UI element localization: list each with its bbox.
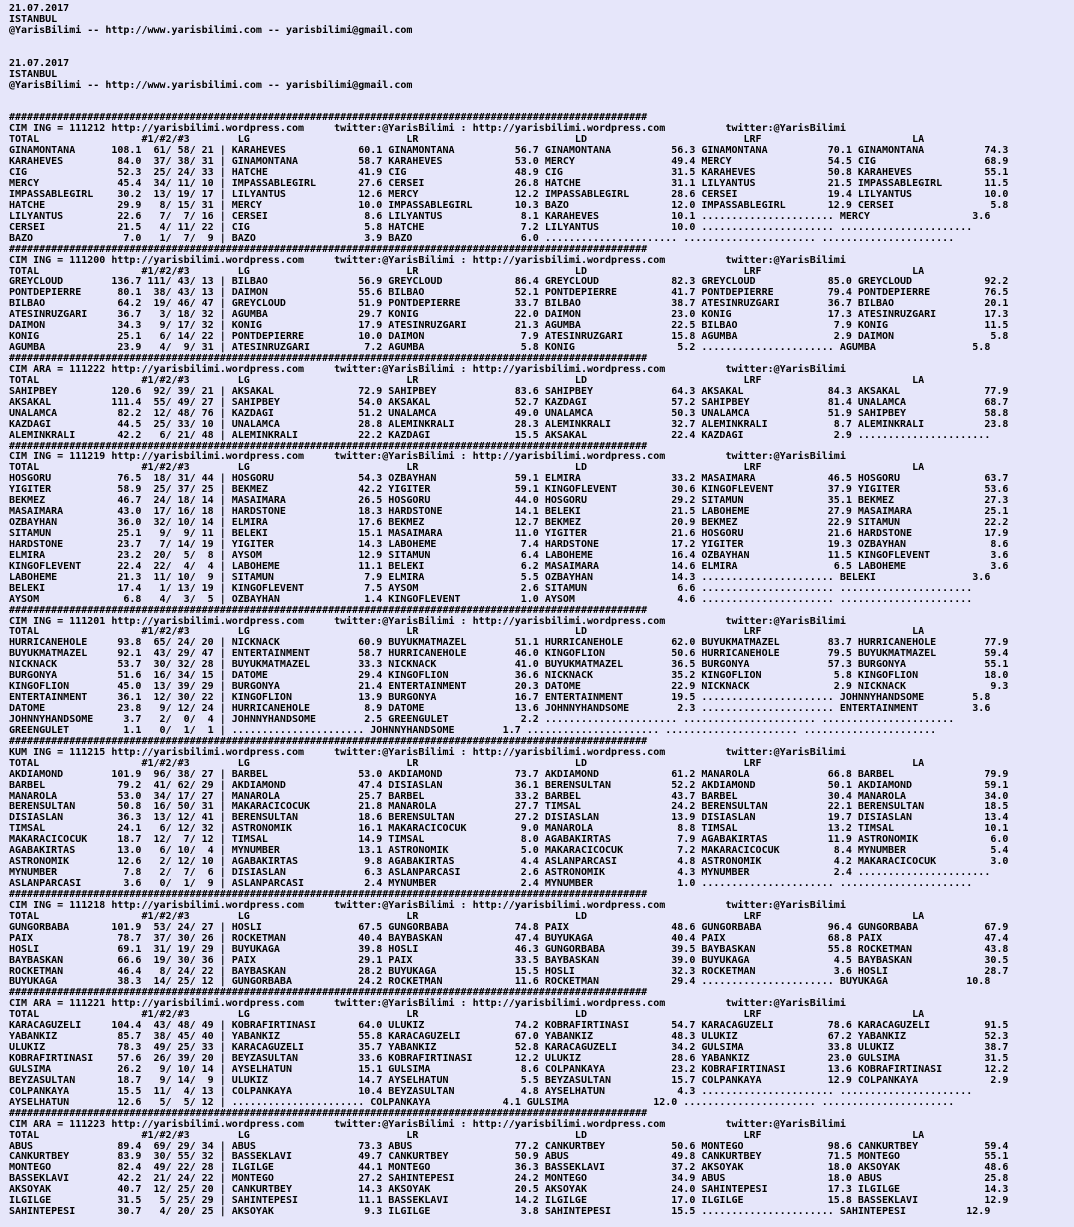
report-line: SITAMUN 25.1 9/ 9/ 11 | BELEKI 15.1 MASAIMARA 11.0 YIGITER 21.6 HOSGORU 21.6 HARDSTONE 17.9 (9, 528, 1009, 539)
report-line: CIM ARA = 111222 http://yarisbilimi.wordpress.com twitter:@YarisBilimi : http://yarisbilimi.wordpress.com twitter:@YarisBilimi (9, 363, 846, 375)
report-line: 21.07.2017 (9, 57, 70, 69)
report-line: CIM ING = 111201 http://yarisbilimi.wordpress.com twitter:@YarisBilimi : http://yarisbilimi.wordpress.com twitter:@YarisBilimi (9, 615, 846, 627)
report-line: BARBEL 79.2 41/ 62/ 29 | AKDIAMOND 47.4 DISIASLAN 36.1 BERENSULTAN 52.2 AKDIAMOND 50.1 AKDIAMOND 59.1 (9, 779, 1009, 791)
report-line: DATOME 23.8 9/ 12/ 24 | HURRICANEHOLE 8.9 DATOME 13.6 JOHNNYHANDSOME 2.3 ...................... ENTERTAINMENT 3.6 (9, 703, 991, 714)
report-line: TOTAL #1/#2/#3 LG LR LD LRF LA (9, 462, 925, 474)
report-line: BUYUKAGA 38.3 14/ 25/ 12 | GUNGORBABA 24.2 ROCKETMAN 11.6 ROCKETMAN 29.4 ...................... BUYUKAGA 10.8 (9, 976, 991, 988)
report-line: PAIX 78.7 37/ 30/ 26 | ROCKETMAN 40.4 BAYBASKAN 47.4 BUYUKAGA 40.4 PAIX 68.8 PAIX 47.4 (9, 932, 1009, 944)
report-line: HOSLI 69.1 31/ 19/ 29 | BUYUKAGA 39.8 HOSLI 46.3 GUNGORBABA 39.5 BAYBASKAN 55.8 ROCKETMAN 43.8 (9, 943, 1009, 955)
report-line: ########################################################################################################## (9, 735, 648, 747)
report-line: GUNGORBABA 101.9 53/ 24/ 27 | HOSLI 67.5 GUNGORBABA 74.8 PAIX 48.6 GUNGORBABA 96.4 GUNGORBABA 67.9 (9, 921, 1009, 933)
report-line: AGUMBA 23.9 4/ 9/ 31 | ATESINRUZGARI 7.2 AGUMBA 5.8 KONIG 5.2 ...................... AGUMBA 5.8 (9, 342, 991, 354)
report-line: TOTAL #1/#2/#3 LG LR LD LRF LA (9, 265, 925, 277)
report-line: BAYBASKAN 66.6 19/ 30/ 36 | PAIX 29.1 PAIX 33.5 BAYBASKAN 39.0 BUYUKAGA 4.5 BAYBASKAN 30.5 (9, 954, 1009, 966)
report-line: MYNUMBER 7.8 2/ 7/ 6 | DISIASLAN 6.3 ASLANPARCASI 2.6 ASTRONOMIK 4.3 MYNUMBER 2.4 ...................... (9, 867, 991, 879)
report-line: ULUKIZ 78.3 49/ 25/ 33 | KARACAGUZELI 35.7 YABANKIZ 52.8 KARACAGUZELI 34.2 GULSIMA 33.8 ULUKIZ 38.7 (9, 1042, 1009, 1054)
report-line: JOHNNYHANDSOME 3.7 2/ 0/ 4 | JOHNNYHANDSOME 2.5 GREENGULET 2.2 ...................... ...................... ...................... (9, 713, 955, 725)
report-line: MONTEGO 82.4 49/ 22/ 28 | ILGILGE 44.1 MONTEGO 36.3 BASSEKLAVI 37.2 AKSOYAK 18.0 AKSOYAK 48.6 (9, 1162, 1009, 1174)
report-line: CIM ARA = 111223 http://yarisbilimi.wordpress.com twitter:@YarisBilimi : http://yarisbilimi.wordpress.com twitter:@YarisBilimi (9, 1118, 846, 1130)
report-line: DISIASLAN 36.3 13/ 12/ 41 | BERENSULTAN 18.6 BERENSULTAN 27.2 DISIASLAN 13.9 DISIASLAN 19.7 DISIASLAN 13.4 (9, 812, 1009, 824)
report-line: ISTANBUL (9, 13, 58, 25)
report-line: GINAMONTANA 108.1 61/ 58/ 21 | KARAHEVES 60.1 GINAMONTANA 56.7 GINAMONTANA 56.3 GINAMONTANA 70.1 GINAMONTANA 74.3 (9, 145, 1009, 157)
report-line: ALEMINKRALI 42.2 6/ 21/ 48 | ALEMINKRALI 22.2 KAZDAGI 15.5 AKSAKAL 22.4 KAZDAGI 2.9 ...................... (9, 429, 991, 441)
report-line: TOTAL #1/#2/#3 LG LR LD LRF LA (9, 1129, 925, 1141)
report-line: KOBRAFIRTINASI 57.6 26/ 39/ 20 | BEYZASULTAN 33.6 KOBRAFIRTINASI 12.2 ULUKIZ 28.6 YABANKIZ 23.0 GULSIMA 31.5 (9, 1053, 1009, 1064)
report-line: KONIG 25.1 6/ 14/ 22 | PONTDEPIERRE 10.0 DAIMON 7.9 ATESINRUZGARI 15.8 AGUMBA 2.9 DAIMON 5.8 (9, 331, 1009, 343)
report-line: PONTDEPIERRE 80.1 38/ 43/ 13 | DAIMON 55.6 BILBAO 52.1 PONTDEPIERRE 41.7 PONTDEPIERRE 79.4 PONTDEPIERRE 76.5 (9, 287, 1009, 299)
report-line: KAZDAGI 44.5 25/ 33/ 10 | UNALAMCA 28.8 ALEMINKRALI 28.3 ALEMINKRALI 32.7 ALEMINKRALI 8.7 ALEMINKRALI 23.8 (9, 418, 1009, 430)
report-line: BAZO 7.0 1/ 7/ 9 | BAZO 3.9 BAZO 6.0 ...................... ...................... ...................... (9, 232, 955, 244)
report-line: CERSEI 21.5 4/ 11/ 22 | CIG 5.8 HATCHE 7.2 LILYANTUS 10.0 ...................... ...................... (9, 221, 973, 233)
report-line: KINGOFLEVENT 22.4 22/ 4/ 4 | LABOHEME 11.1 BELEKI 6.2 MASAIMARA 14.6 ELMIRA 6.5 LABOHEME 3.6 (9, 560, 1009, 572)
report-line: COLPANKAYA 15.5 11/ 4/ 13 | COLPANKAYA 10.4 BEYZASULTAN 4.8 AYSELHATUN 4.3 ...................... ...................... (9, 1085, 973, 1097)
report-line: CIM ING = 111218 http://yarisbilimi.wordpress.com twitter:@YarisBilimi : http://yarisbilimi.wordpress.com twitter:@YarisBilimi (9, 899, 846, 911)
report-line: HOSGORU 76.5 18/ 31/ 44 | HOSGORU 54.3 OZBAYHAN 59.1 ELMIRA 33.2 MASAIMARA 46.5 HOSGORU 63.7 (9, 473, 1009, 485)
report-line: SAHIPBEY 120.6 92/ 39/ 21 | AKSAKAL 72.9 SAHIPBEY 83.6 SAHIPBEY 64.3 AKSAKAL 84.3 AKSAKAL 77.9 (9, 385, 1009, 397)
report-line (9, 37, 1008, 48)
report-line: ########################################################################################################## (9, 353, 648, 364)
report-line: MERCY 45.4 34/ 11/ 10 | IMPASSABLEGIRL 27.6 CERSEI 26.8 HATCHE 31.1 LILYANTUS 21.5 IMPASSABLEGIRL 11.5 (9, 178, 1009, 189)
report-line: ########################################################################################################## (9, 243, 648, 255)
report-line: IMPASSABLEGIRL 30.2 13/ 19/ 17 | LILYANTUS 12.6 MERCY 12.2 IMPASSABLEGIRL 28.6 CERSEI 19.4 LILYANTUS 10.0 (9, 188, 1009, 200)
report-line: NICKNACK 53.7 30/ 32/ 28 | BUYUKMATMAZEL 33.3 NICKNACK 41.0 BUYUKMATMAZEL 36.5 BURGONYA 57.3 BURGONYA 55.1 (9, 659, 1009, 671)
report-line: YIGITER 58.9 25/ 37/ 25 | BEKMEZ 42.2 YIGITER 59.1 KINGOFLEVENT 30.6 KINGOFLEVENT 37.9 YIGITER 53.6 (9, 484, 1009, 496)
report-line: LABOHEME 21.3 11/ 10/ 9 | SITAMUN 7.9 ELMIRA 5.5 OZBAYHAN 14.3 ...................... BELEKI 3.6 (9, 571, 991, 583)
report-line: HARDSTONE 23.7 7/ 14/ 19 | YIGITER 14.3 LABOHEME 7.4 HARDSTONE 17.2 YIGITER 19.3 OZBAYHAN 8.6 (9, 538, 1009, 550)
report-line (9, 92, 1008, 103)
report-line: CANKURTBEY 83.9 30/ 55/ 32 | BASSEKLAVI 49.7 CANKURTBEY 50.9 ABUS 49.8 CANKURTBEY 71.5 MONTEGO 55.1 (9, 1151, 1009, 1163)
report-line: KARAHEVES 84.0 37/ 38/ 31 | GINAMONTANA 58.7 KARAHEVES 53.0 MERCY 49.4 MERCY 54.5 CIG 68.9 (9, 156, 1009, 168)
report-line: TOTAL #1/#2/#3 LG LR LD LRF LA (9, 757, 925, 769)
report-line: ATESINRUZGARI 36.7 3/ 18/ 32 | AGUMBA 29.7 KONIG 22.0 DAIMON 23.0 KONIG 17.3 ATESINRUZGARI 17.3 (9, 309, 1009, 321)
report-line: UNALAMCA 82.2 12/ 48/ 76 | KAZDAGI 51.2 UNALAMCA 49.0 UNALAMCA 50.3 UNALAMCA 51.9 SAHIPBEY 58.8 (9, 407, 1009, 419)
report-line: YABANKIZ 85.7 38/ 45/ 40 | YABANKIZ 55.8 KARACAGUZELI 67.0 YABANKIZ 48.3 ULUKIZ 67.2 YABANKIZ 52.3 (9, 1031, 1009, 1043)
report-line: AGABAKIRTAS 13.0 6/ 10/ 4 | MYNUMBER 13.1 ASTRONOMIK 5.0 MAKARACICOCUK 7.2 MAKARACICOCUK 8.4 MYNUMBER 5.4 (9, 845, 1009, 857)
report-line: GREENGULET 1.1 0/ 1/ 1 | ...................... JOHNNYHANDSOME 1.7 ...................... ...................... ...................... (9, 724, 937, 736)
report-line: GULSIMA 26.2 9/ 10/ 14 | AYSELHATUN 15.1 GULSIMA 8.6 COLPANKAYA 23.2 KOBRAFIRTINASI 13.6 KOBRAFIRTINASI 12.2 (9, 1063, 1009, 1075)
report-line: ASTRONOMIK 12.6 2/ 12/ 10 | AGABAKIRTAS 9.8 AGABAKIRTAS 4.4 ASLANPARCASI 4.8 ASTRONOMIK 4.2 MAKARACICOCUK 3.0 (9, 856, 1009, 868)
report-line: TOTAL #1/#2/#3 LG LR LD LRF LA (9, 910, 925, 922)
report-line: BURGONYA 51.6 16/ 34/ 15 | DATOME 29.4 KINGOFLION 36.6 NICKNACK 35.2 KINGOFLION 5.8 KINGOFLION 18.0 (9, 670, 1009, 682)
report-line: HURRICANEHOLE 93.8 65/ 24/ 20 | NICKNACK 60.9 BUYUKMATMAZEL 51.1 HURRICANEHOLE 62.0 BUYUKMATMAZEL 83.7 HURRICANEHOLE 77.9 (9, 637, 1009, 649)
report-line: BELEKI 17.4 1/ 13/ 19 | KINGOFLEVENT 7.5 AYSOM 2.6 SITAMUN 6.6 ...................... ...................... (9, 582, 973, 594)
report-line: AYSOM 6.8 4/ 3/ 5 | OZBAYHAN 1.4 KINGOFLEVENT 1.0 AYSOM 4.6 ...................... ...................... (9, 593, 973, 605)
report-line: TOTAL #1/#2/#3 LG LR LD LRF LA (9, 134, 925, 146)
report-line: ########################################################################################################## (9, 604, 648, 616)
report-line: ASLANPARCASI 3.6 0/ 1/ 9 | ASLANPARCASI 2.4 MYNUMBER 2.4 MYNUMBER 1.0 ...................... ...................... (9, 878, 973, 889)
report-line: SAHINTEPESI 30.7 4/ 20/ 25 | AKSOYAK 9.3 ILGILGE 3.8 SAHINTEPESI 15.5 ...................... SAHINTEPESI 12.9 (9, 1206, 991, 1218)
report-line: HATCHE 29.9 8/ 15/ 31 | MERCY 10.0 IMPASSABLEGIRL 10.3 BAZO 12.0 IMPASSABLEGIRL 12.9 CERSEI 5.8 (9, 199, 1009, 211)
report-line: CIG 52.3 25/ 24/ 33 | HATCHE 41.9 CIG 48.9 CIG 31.5 KARAHEVES 50.8 KARAHEVES 55.1 (9, 167, 1009, 179)
report-line: ########################################################################################################## (9, 1107, 648, 1119)
report-line: ABUS 89.4 69/ 29/ 34 | ABUS 73.3 ABUS 77.2 CANKURTBEY 50.6 MONTEGO 98.6 CANKURTBEY 59.4 (9, 1140, 1009, 1152)
report-line: TOTAL #1/#2/#3 LG LR LD LRF LA (9, 626, 925, 638)
report-line: KINGOFLION 45.0 13/ 39/ 29 | BURGONYA 21.4 ENTERTAINMENT 20.3 DATOME 22.9 NICKNACK 2.9 NICKNACK 9.3 (9, 681, 1009, 693)
report-line: ELMIRA 23.2 20/ 5/ 8 | AYSOM 12.9 SITAMUN 6.4 LABOHEME 16.4 OZBAYHAN 11.5 KINGOFLEVENT 3.6 (9, 549, 1009, 561)
report-line: TOTAL #1/#2/#3 LG LR LD LRF LA (9, 1009, 925, 1021)
report-line: LILYANTUS 22.6 7/ 7/ 16 | CERSEI 8.6 LILYANTUS 8.1 KARAHEVES 10.1 ...................... MERCY 3.6 (9, 210, 991, 222)
report-line: ########################################################################################################## (9, 440, 648, 452)
report-line: ISTANBUL (9, 68, 58, 80)
report-line: MANAROLA 53.0 34/ 17/ 27 | MANAROLA 25.7 BARBEL 33.2 BARBEL 43.7 BARBEL 30.4 MANAROLA 34.0 (9, 790, 1009, 802)
report-line: BERENSULTAN 50.8 16/ 50/ 31 | MAKARACICOCUK 21.8 MANAROLA 27.7 TIMSAL 24.2 BERENSULTAN 22.1 BERENSULTAN 18.5 (9, 801, 1009, 813)
report-line: BUYUKMATMAZEL 92.1 43/ 29/ 47 | ENTERTAINMENT 58.7 HURRICANEHOLE 46.0 KINGOFLION 50.6 HURRICANEHOLE 79.5 BUYUKMATMAZEL 59.4 (9, 648, 1009, 660)
report-line: BILBAO 64.2 19/ 46/ 47 | GREYCLOUD 51.9 PONTDEPIERRE 33.7 BILBAO 38.7 ATESINRUZGARI 36.7 BILBAO 20.1 (9, 298, 1009, 310)
report-line: OZBAYHAN 36.0 32/ 10/ 14 | ELMIRA 17.6 BEKMEZ 12.7 BEKMEZ 20.9 BEKMEZ 22.9 SITAMUN 22.2 (9, 517, 1009, 529)
report-line: KARACAGUZELI 104.4 43/ 48/ 49 | KOBRAFIRTINASI 64.0 ULUKIZ 74.2 KOBRAFIRTINASI 54.7 KARACAGUZELI 78.6 KARACAGUZELI 91.5 (9, 1020, 1009, 1032)
report-line: CIM ING = 111212 http://yarisbilimi.wordpress.com twitter:@YarisBilimi : http://yarisbilimi.wordpress.com twitter:@YarisBilimi (9, 123, 846, 135)
report-line: ########################################################################################################## (9, 888, 648, 900)
report-line: DAIMON 34.3 9/ 17/ 32 | KONIG 17.9 ATESINRUZGARI 21.3 AGUMBA 22.5 BILBAO 7.9 KONIG 11.5 (9, 320, 1009, 332)
report-line: AKSAKAL 111.4 55/ 49/ 27 | SAHIPBEY 54.0 AKSAKAL 52.7 KAZDAGI 57.2 SAHIPBEY 81.4 UNALAMCA 68.7 (9, 396, 1009, 408)
report-line: BASSEKLAVI 42.2 21/ 24/ 22 | MONTEGO 27.2 SAHINTEPESI 24.2 MONTEGO 34.9 ABUS 18.0 ABUS 25.8 (9, 1173, 1009, 1185)
report-line: CIM ING = 111219 http://yarisbilimi.wordpress.com twitter:@YarisBilimi : http://yarisbilimi.wordpress.com twitter:@YarisBilimi (9, 451, 846, 463)
report-line: ROCKETMAN 46.4 8/ 24/ 22 | BAYBASKAN 28.2 BUYUKAGA 15.5 HOSLI 32.3 ROCKETMAN 3.6 HOSLI 28.7 (9, 965, 1009, 977)
report-line: AYSELHATUN 12.6 5/ 5/ 12 | ...................... COLPANKAYA 4.1 GULSIMA 12.0 ...................... ...................... (9, 1096, 955, 1108)
report-line (9, 48, 1008, 59)
report-line: KUM ING = 111215 http://yarisbilimi.wordpress.com twitter:@YarisBilimi : http://yarisbilimi.wordpress.com twitter:@YarisBilimi (9, 746, 846, 758)
report-line: MAKARACICOCUK 18.7 12/ 7/ 12 | TIMSAL 14.9 TIMSAL 8.0 AGABAKIRTAS 7.9 AGABAKIRTAS 11.9 ASTRONOMIK 6.0 (9, 834, 1009, 846)
race-report-document (9, 4, 1008, 1218)
report-line: MASAIMARA 43.0 17/ 16/ 18 | HARDSTONE 18.3 HARDSTONE 14.1 BELEKI 21.5 LABOHEME 27.9 MASAIMARA 25.1 (9, 506, 1009, 518)
report-line: CIM ING = 111200 http://yarisbilimi.wordpress.com twitter:@YarisBilimi : http://yarisbilimi.wordpress.com twitter:@YarisBilimi (9, 254, 846, 266)
report-line: 21.07.2017 (9, 3, 70, 14)
report-line: AKDIAMOND 101.9 96/ 38/ 27 | BARBEL 53.0 AKDIAMOND 73.7 AKDIAMOND 61.2 MANAROLA 66.8 BARBEL 79.9 (9, 768, 1009, 780)
report-line: GREYCLOUD 136.7 111/ 43/ 13 | BILBAO 56.9 GREYCLOUD 86.4 GREYCLOUD 82.3 GREYCLOUD 85.0 GREYCLOUD 92.2 (9, 276, 1009, 288)
report-line: ########################################################################################################## (9, 112, 648, 124)
report-line: ENTERTAINMENT 36.1 12/ 30/ 22 | KINGOFLION 13.9 BURGONYA 16.7 ENTERTAINMENT 19.5 ...................... JOHNNYHANDSOME 5.8 (9, 692, 991, 704)
report-line: ILGILGE 31.5 5/ 25/ 29 | SAHINTEPESI 11.1 BASSEKLAVI 14.2 ILGILGE 17.0 ILGILGE 15.8 BASSEKLAVI 12.9 (9, 1195, 1009, 1207)
report-line: @YarisBilimi -- http://www.yarisbilimi.com -- yarisbilimi@gmail.com (9, 79, 413, 91)
report-line: TIMSAL 24.1 6/ 12/ 32 | ASTRONOMIK 16.1 MAKARACICOCUK 9.0 MANAROLA 8.8 TIMSAL 13.2 TIMSAL 10.1 (9, 823, 1009, 835)
report-line: BEYZASULTAN 18.7 9/ 14/ 9 | ULUKIZ 14.7 AYSELHATUN 5.5 BEYZASULTAN 15.7 COLPANKAYA 12.9 COLPANKAYA 2.9 (9, 1074, 1009, 1086)
report-line: @YarisBilimi -- http://www.yarisbilimi.com -- yarisbilimi@gmail.com (9, 24, 413, 36)
report-line: TOTAL #1/#2/#3 LG LR LD LRF LA (9, 374, 925, 386)
report-line: ########################################################################################################## (9, 987, 648, 999)
report-line: CIM ARA = 111221 http://yarisbilimi.wordpress.com twitter:@YarisBilimi : http://yarisbilimi.wordpress.com twitter:@YarisBilimi (9, 998, 846, 1010)
report-line: BEKMEZ 46.7 24/ 18/ 14 | MASAIMARA 26.5 HOSGORU 44.0 HOSGORU 29.2 SITAMUN 35.1 BEKMEZ 27.3 (9, 495, 1009, 507)
report-line: AKSOYAK 40.7 12/ 25/ 20 | CANKURTBEY 14.3 AKSOYAK 20.5 AKSOYAK 24.0 SAHINTEPESI 17.3 ILGILGE 14.3 (9, 1184, 1009, 1196)
